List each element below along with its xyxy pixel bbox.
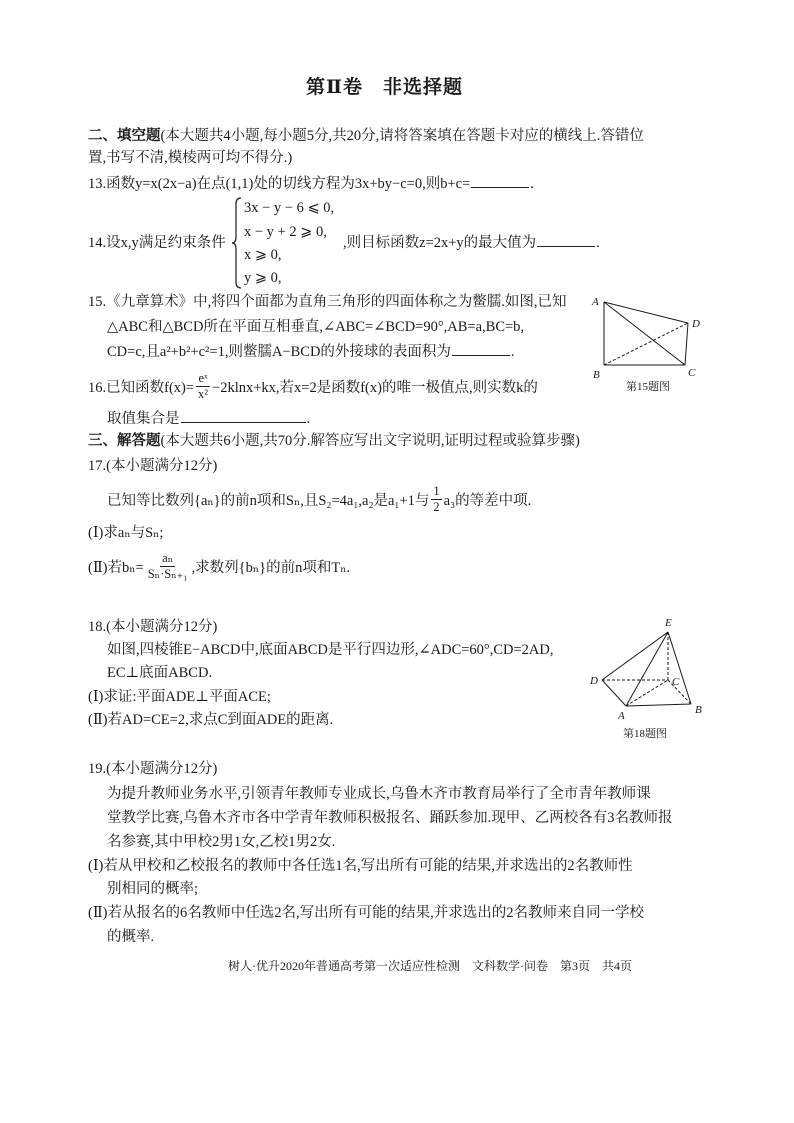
question-14-suffix-line: [343, 233, 600, 253]
question-16-line-2-text: 取值集合是: [107, 411, 180, 427]
question-14-end: .: [596, 235, 600, 251]
answer-blank-16: [181, 409, 306, 423]
question-17-bn-fraction: [146, 551, 190, 582]
question-19-part-2-line-2: 的概率.: [107, 929, 155, 945]
answer-blank-13: [471, 174, 529, 188]
question-18-line-2: EC⊥底面ABCD.: [107, 665, 213, 681]
question-19-header: 19.(本小题满分12分): [88, 761, 218, 777]
question-17-stem-suffix: a₃的等差中项.: [443, 492, 532, 509]
figure-18-label-c: C: [672, 676, 680, 688]
question-15-line-3-text: CD=c,且a²+b²+c²=1,则鳖臑A−BCD的外接球的表面积为: [107, 344, 451, 360]
page-title: 第Ⅱ卷 非选择题: [306, 77, 464, 98]
question-17-header: 17.(本小题满分12分): [88, 458, 218, 474]
figure-15-label-a: A: [592, 296, 599, 308]
fill-in-heading: 二、填空题: [88, 128, 161, 144]
question-17-half-fraction: [431, 484, 441, 515]
answers-section-header: [88, 431, 580, 451]
question-18-header: 18.(本小题满分12分): [88, 619, 218, 635]
fraction-numerator: eˣ: [198, 370, 208, 385]
question-17-part-1: (Ⅰ)求aₙ与Sₙ;: [88, 525, 164, 541]
question-15-line-1: 15.《九章算术》中,将四个面都为直角三角形的四面体称之为鳖臑.如图,已知: [88, 294, 567, 310]
figure-18-caption: 第18题图: [623, 728, 667, 740]
question-16-fraction: [196, 371, 210, 402]
question-15-line-3: [107, 342, 515, 362]
edge-cd: [685, 323, 688, 365]
question-19-stem-2: 堂教学比赛,乌鲁木齐市各中学青年教师积极报名、踊跃参加.现甲、乙两校各有3名教师报: [107, 810, 673, 826]
question-17-stem: [107, 479, 531, 519]
answer-blank-14: [537, 233, 595, 247]
question-19-part-1-line-2: 别相同的概率;: [107, 881, 199, 897]
question-13: [88, 174, 534, 194]
question-17-part-2-suffix: ,求数列{bₙ}的前n项和Tₙ.: [191, 559, 351, 576]
question-19-part-2-line-1: (Ⅱ)若从报名的6名教师中任选2名,写出所有可能的结果,并求选出的2名教师来自同一学校: [88, 905, 645, 921]
figure-18-label-b: B: [695, 704, 702, 716]
fill-in-section-header: [88, 126, 644, 146]
edge-ed: [602, 632, 668, 680]
edge-ac: [604, 302, 685, 365]
question-16-line-2: [107, 409, 310, 429]
constraint-1: 3x − y − 6 ⩽ 0,: [244, 200, 335, 216]
question-15-end: .: [510, 344, 515, 360]
question-19-stem-1: 为提升教师业务水平,引领青年教师专业成长,乌鲁木齐市教育局举行了全市青年教师课: [107, 786, 651, 802]
question-17-part-2: [88, 544, 350, 588]
answers-instructions: (本大题共6小题,共70分.解答应写出文字说明,证明过程或验算步骤): [160, 433, 580, 449]
figure-18-label-e: E: [665, 617, 672, 629]
fraction-denominator: 2: [433, 499, 440, 514]
fraction-numerator: 1: [433, 483, 440, 498]
constraint-2: x − y + 2 ⩾ 0,: [244, 224, 327, 240]
question-16-rest: −2klnx+kx,若x=2是函数f(x)的唯一极值点,则实数k的: [212, 379, 538, 396]
edge-ea: [626, 632, 668, 706]
constraint-3: x ⩾ 0,: [244, 247, 282, 263]
edge-bd-hidden: [604, 323, 688, 365]
question-14-suffix: ,则目标函数z=2x+y的最大值为: [343, 235, 537, 251]
answer-blank-15: [452, 342, 510, 356]
edge-eb: [668, 632, 691, 704]
figure-18-pyramid: [585, 615, 710, 740]
fraction-denominator: x²: [198, 386, 209, 401]
question-13-end: .: [530, 176, 534, 192]
fraction-denominator: Sₙ·Sₙ₊₁: [147, 566, 188, 581]
figure-15-label-d: D: [692, 318, 700, 330]
question-17-stem-prefix: 已知等比数列{aₙ}的前n项和Sₙ,且S₂=4a₁,a₂是a₁+1与: [107, 492, 430, 509]
question-19-stem-3: 名参赛,其中甲校2男1女,乙校1男2女.: [107, 834, 336, 850]
question-16-end: .: [306, 411, 311, 427]
fill-in-instructions-1: (本大题共4小题,每小题5分,共20分,请将答案填在答题卡对应的横线上.答错位: [160, 128, 644, 144]
edge-ac-hidden: [626, 680, 668, 706]
fraction-numerator: aₙ: [162, 550, 174, 565]
edge-ad: [604, 302, 688, 323]
question-15-line-2: △ABC和△BCD所在平面互相垂直,∠ABC=∠BCD=90°,AB=a,BC=b,: [107, 319, 525, 335]
question-16-prefix: 16.已知函数f(x)=: [88, 379, 195, 396]
edge-da: [602, 680, 626, 706]
question-13-text: 13.函数y=x(2x−a)在点(1,1)处的切线方程为3x+by−c=0,则b+c=: [88, 176, 471, 192]
constraint-brace: [230, 196, 244, 290]
figure-15-label-b: B: [593, 369, 600, 381]
edge-ab: [626, 704, 691, 706]
question-16-line-1: [88, 366, 538, 406]
question-17-part-2-prefix: (Ⅱ)若bₙ=: [88, 559, 144, 576]
answers-heading: 三、解答题: [88, 433, 161, 449]
figure-18-label-a: A: [618, 710, 625, 722]
question-18-part-1: (Ⅰ)求证:平面ADE⊥平面ACE;: [88, 689, 271, 705]
fill-in-instructions-2: 置,书写不清,模棱两可均不得分.): [88, 150, 293, 166]
figure-18-label-d: D: [590, 675, 598, 687]
constraint-4: y ⩾ 0,: [244, 270, 282, 286]
figure-15-caption: 第15题图: [626, 381, 670, 393]
figure-15-tetrahedron: [585, 290, 715, 395]
page-footer: 树人·优升2020年普通高考第一次适应性检测 文科数学·问卷 第3页 共4页: [228, 959, 632, 973]
question-18-line-1: 如图,四棱锥E−ABCD中,底面ABCD是平行四边形,∠ADC=60°,CD=2AD,: [107, 642, 554, 658]
brace-path: [232, 198, 241, 288]
question-19-part-1-line-1: (Ⅰ)若从甲校和乙校报名的教师中各任选1名,写出所有可能的结果,并求选出的2名教师性: [88, 858, 633, 874]
question-18-part-2: (Ⅱ)若AD=CE=2,求点C到面ADE的距离.: [88, 712, 334, 728]
figure-15-label-c: C: [688, 367, 696, 379]
question-14-prefix: 14.设x,y满足约束条件: [88, 235, 226, 251]
